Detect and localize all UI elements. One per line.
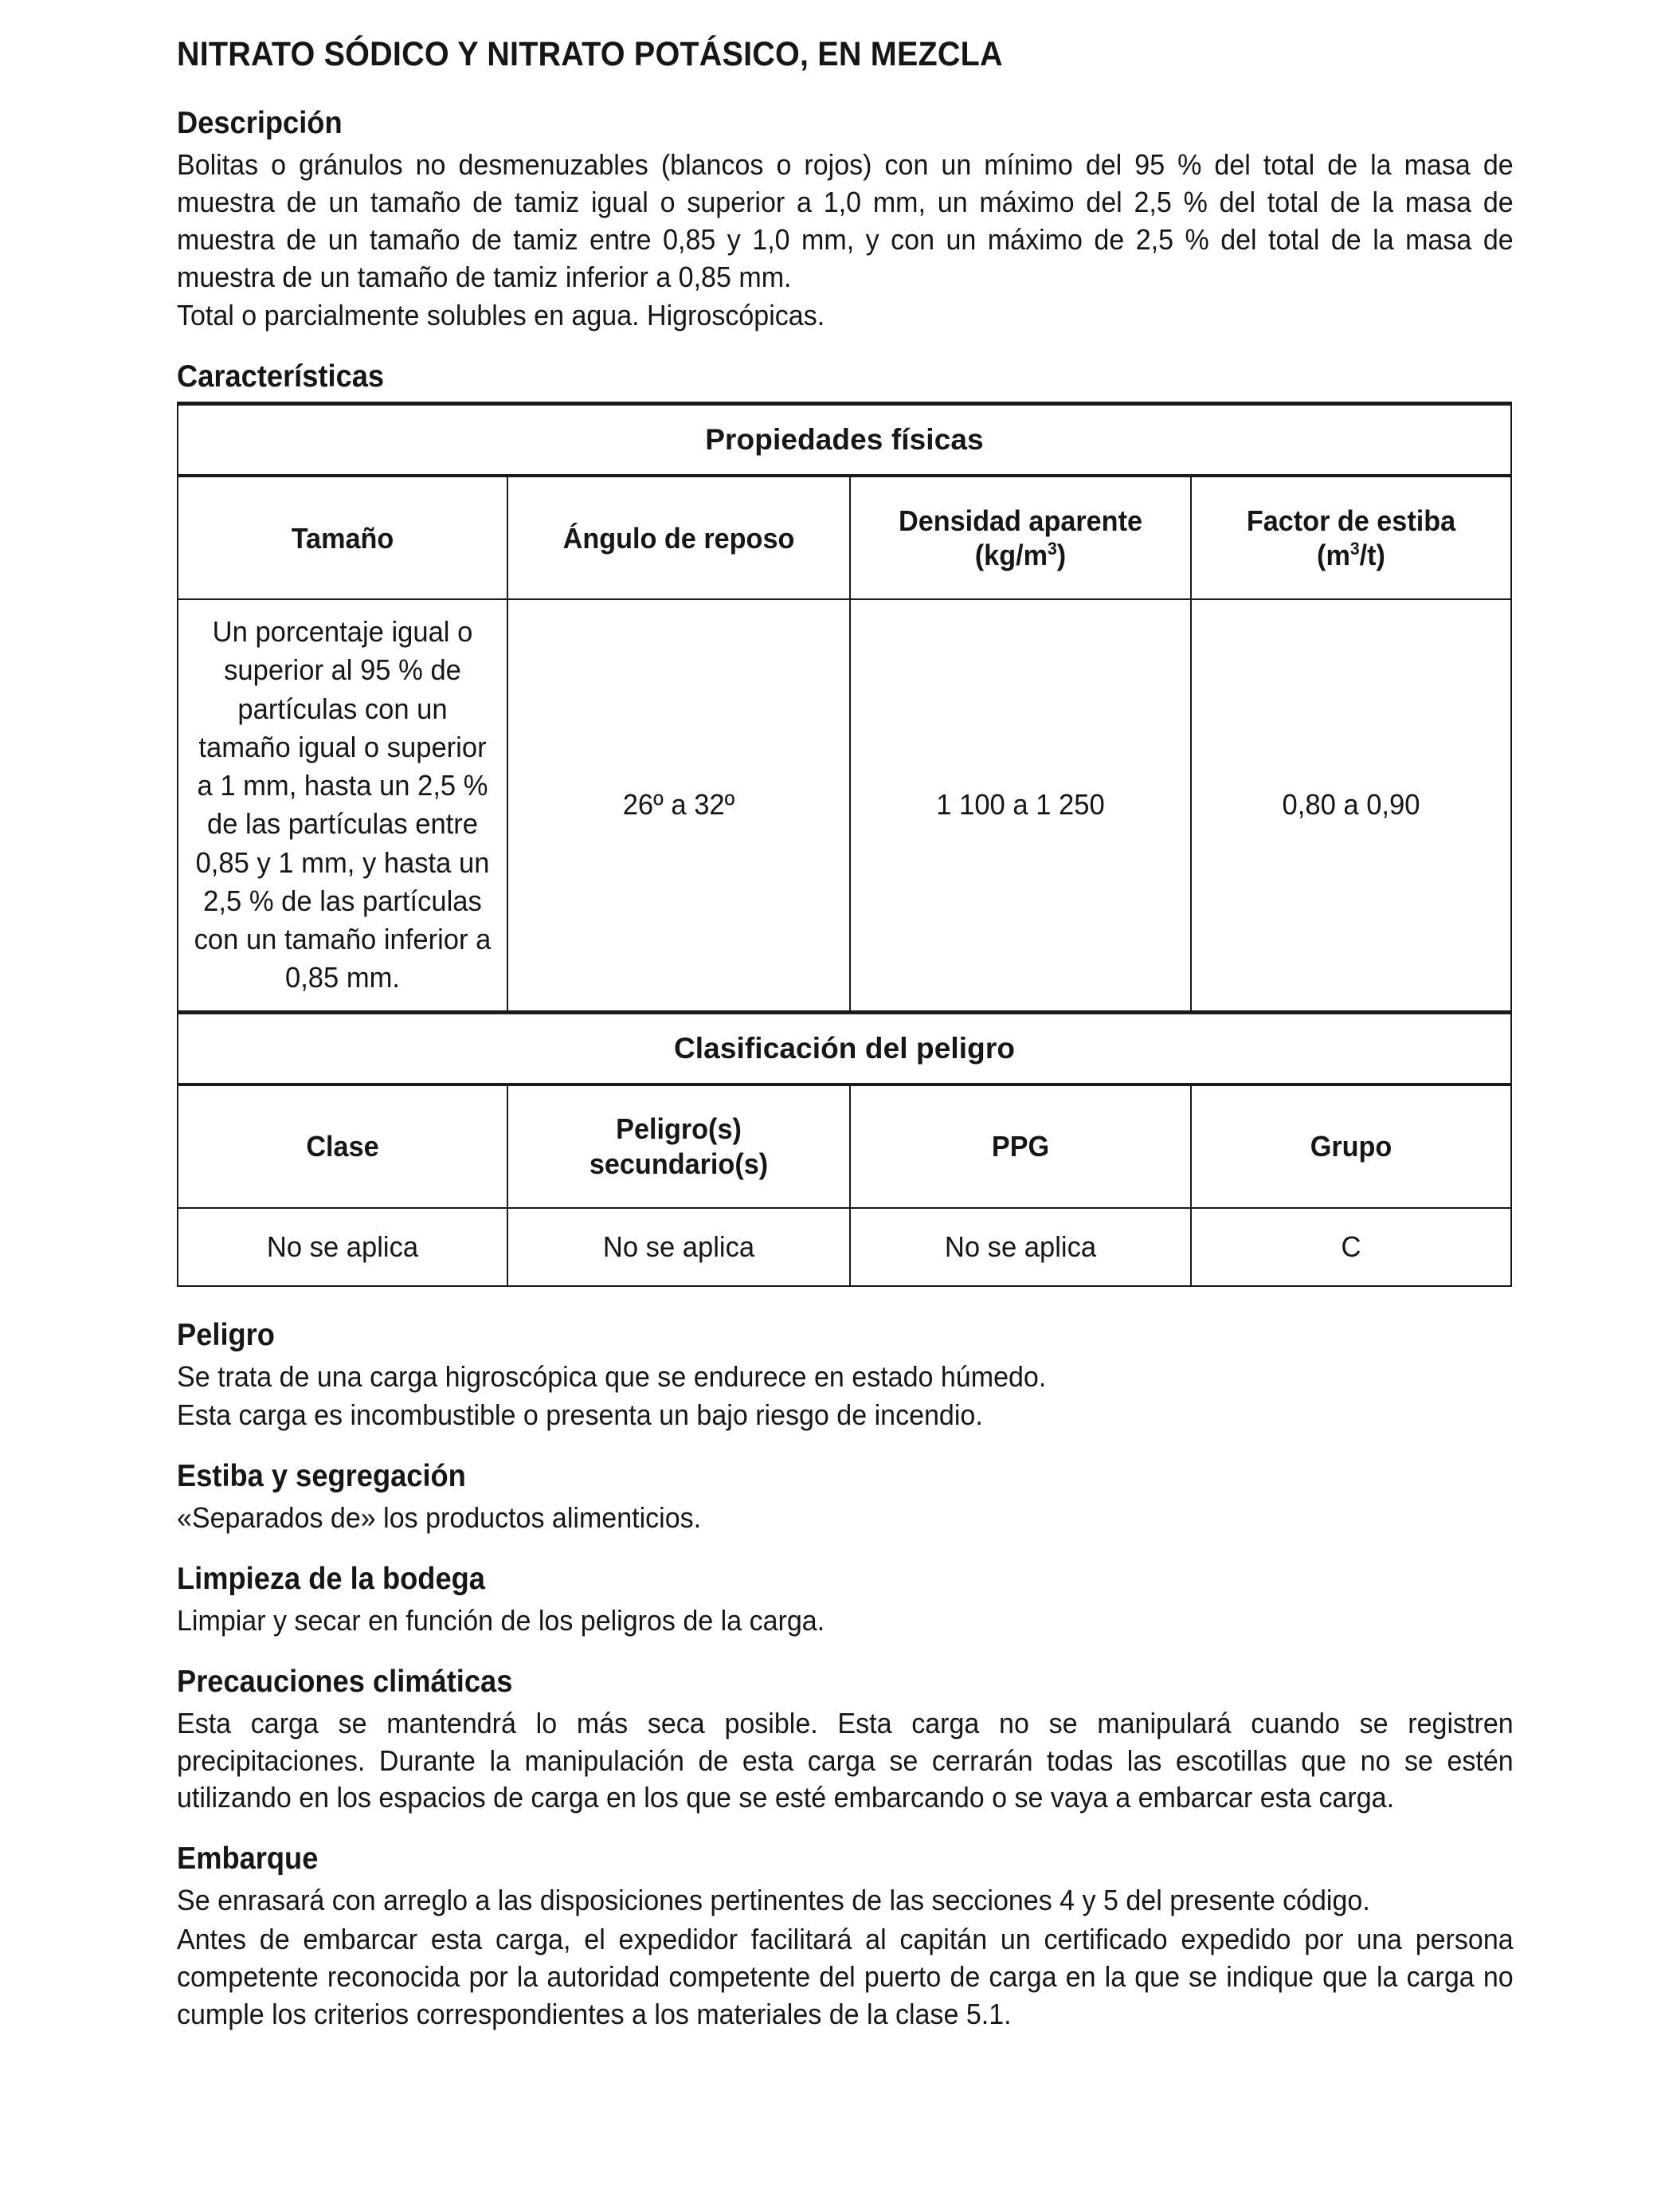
section-heading-descripcion: Descripción bbox=[177, 106, 343, 141]
table-band-hazard bbox=[178, 1012, 1511, 1084]
cell-factor-estiba-value-text: 0,80 a 0,90 bbox=[1282, 787, 1420, 821]
cell-densidad-value bbox=[850, 599, 1191, 1012]
column-header-ppg-text: PPG bbox=[991, 1129, 1050, 1163]
cell-tamano-value-text: Un porcentaje igual o superior al 95 % de partículas con un tamaño igual o superior a 1 mm, hasta un 2,5 % de las partículas entre 0,85 y 1 mm, y hasta un 2,5 % de las partículas con un tamaño inferior a 0,85 mm. bbox=[194, 615, 492, 994]
column-header-factor-estiba bbox=[1191, 476, 1511, 599]
spacer bbox=[177, 1434, 1514, 1458]
spacer bbox=[177, 1817, 1514, 1841]
densidad-unit-exponent: 3 bbox=[1048, 539, 1057, 559]
peligro-paragraph-1: Se trata de una carga higroscópica que se endurece en estado húmedo. bbox=[177, 1359, 1047, 1393]
column-header-estiba-line1: Factor de estiba bbox=[1246, 504, 1456, 537]
cell-factor-estiba-value bbox=[1191, 599, 1511, 1012]
column-header-tamano bbox=[178, 476, 507, 599]
cell-clase-value-text: No se aplica bbox=[266, 1230, 419, 1263]
column-header-tamano-text: Tamaño bbox=[291, 521, 394, 555]
table-row-physical-values bbox=[178, 599, 1511, 1012]
cell-peligro-secundario-value-text: No se aplica bbox=[602, 1230, 755, 1263]
spacer bbox=[177, 335, 1514, 359]
column-header-densidad bbox=[850, 476, 1191, 599]
embarque-paragraph-2: Antes de embarcar esta carga, el expedidor facilitará al capitán un certificado expedido por una persona competente reconocida por la autoridad competente del puerto de carga en la que se indique que la carga no cumple los criterios correspondientes a los materiales de la clase 5.1. bbox=[177, 1922, 1514, 2030]
cell-grupo-value bbox=[1191, 1208, 1511, 1286]
column-header-peligro-line1: Peligro(s) bbox=[616, 1112, 742, 1146]
descripcion-paragraph-1: Bolitas o gránulos no desmenuzables (blancos o rojos) con un mínimo del 95 % del total de la masa de muestra de un tamaño de tamiz igual o superior a 1,0 mm, un máximo del 2,5 % del total de la masa de muestra de un tamaño de tamiz entre 0,85 y 1,0 mm, y con un máximo de 2,5 % del total de la masa de muestra de un tamaño de tamiz inferior a 0,85 mm. bbox=[177, 148, 1514, 293]
cell-tamano-value bbox=[178, 599, 507, 1012]
cell-clase-value bbox=[178, 1208, 507, 1286]
cell-ppg-value-text: No se aplica bbox=[944, 1230, 1097, 1263]
column-header-densidad-line2 bbox=[864, 538, 1177, 572]
table-header-row-physical bbox=[178, 476, 1511, 599]
spacer bbox=[177, 1290, 1514, 1317]
column-header-grupo-text: Grupo bbox=[1310, 1129, 1393, 1163]
precauciones-paragraph-1: Esta carga se mantendrá lo más seca posible. Esta carga no se manipulará cuando se registren precipitaciones. Durante la manipulación de esta carga se cerrarán todas las escotillas que no se estén utilizando en los espacios de carga en los que se esté embarcando o se vaya a embarcar esta carga. bbox=[177, 1706, 1514, 1814]
column-header-grupo bbox=[1191, 1084, 1511, 1208]
spacer bbox=[177, 1640, 1514, 1664]
spacer bbox=[177, 1537, 1514, 1561]
limpieza-paragraph-1: Limpiar y secar en función de los peligros de la carga. bbox=[177, 1603, 825, 1637]
section-heading-estiba: Estiba y segregación bbox=[177, 1459, 466, 1494]
estiba-unit-prefix: (m bbox=[1317, 539, 1350, 572]
densidad-unit-suffix: ) bbox=[1056, 539, 1067, 572]
table-band-physical bbox=[178, 404, 1511, 477]
band-label-hazard-text: Clasificación del peligro bbox=[673, 1031, 1016, 1065]
estiba-unit-exponent: 3 bbox=[1349, 539, 1360, 559]
column-header-ppg bbox=[850, 1084, 1191, 1208]
band-label-physical-text: Propiedades físicas bbox=[705, 423, 984, 457]
cell-densidad-value-text: 1 100 a 1 250 bbox=[936, 787, 1105, 821]
section-heading-peligro: Peligro bbox=[177, 1317, 275, 1352]
cell-ppg-value bbox=[850, 1208, 1191, 1286]
column-header-peligro-secundario bbox=[507, 1084, 850, 1208]
cell-grupo-value-text: C bbox=[1341, 1230, 1361, 1263]
column-header-clase bbox=[178, 1084, 507, 1208]
cell-angulo-value bbox=[507, 599, 850, 1012]
estiba-unit-suffix: /t) bbox=[1359, 539, 1385, 572]
column-header-densidad-line1: Densidad aparente bbox=[898, 504, 1142, 537]
densidad-unit-prefix: (kg/m bbox=[974, 539, 1048, 572]
band-label-hazard bbox=[178, 1012, 1511, 1084]
descripcion-paragraph-2: Total o parcialmente solubles en agua. Higroscópicas. bbox=[177, 299, 825, 332]
cell-peligro-secundario-value bbox=[507, 1208, 850, 1286]
section-heading-caracteristicas: Características bbox=[177, 359, 385, 394]
section-heading-limpieza: Limpieza de la bodega bbox=[177, 1561, 485, 1596]
column-header-estiba-line2 bbox=[1204, 538, 1498, 572]
cell-angulo-value-text: 26º a 32º bbox=[622, 787, 735, 821]
column-header-peligro-line2: secundario(s) bbox=[589, 1147, 769, 1180]
column-header-angulo bbox=[507, 476, 850, 599]
column-header-angulo-text: Ángulo de reposo bbox=[562, 521, 795, 555]
section-heading-precauciones: Precauciones climáticas bbox=[177, 1664, 513, 1699]
peligro-paragraph-2: Esta carga es incombustible o presenta un bajo riesgo de incendio. bbox=[177, 1398, 983, 1432]
section-heading-embarque: Embarque bbox=[177, 1841, 319, 1877]
table-header-row-hazard bbox=[178, 1084, 1511, 1208]
column-header-clase-text: Clase bbox=[306, 1129, 379, 1163]
characteristics-table bbox=[177, 402, 1512, 1286]
embarque-paragraph-1: Se enrasará con arreglo a las disposiciones pertinentes de las secciones 4 y 5 del presente código. bbox=[177, 1884, 1370, 1917]
band-label-physical bbox=[178, 404, 1511, 477]
estiba-paragraph-1: «Separados de» los productos alimenticios. bbox=[177, 1501, 702, 1535]
table-row-hazard-values bbox=[178, 1208, 1511, 1286]
page-title: NITRATO SÓDICO Y NITRATO POTÁSICO, EN MEZCLA bbox=[177, 35, 1003, 73]
